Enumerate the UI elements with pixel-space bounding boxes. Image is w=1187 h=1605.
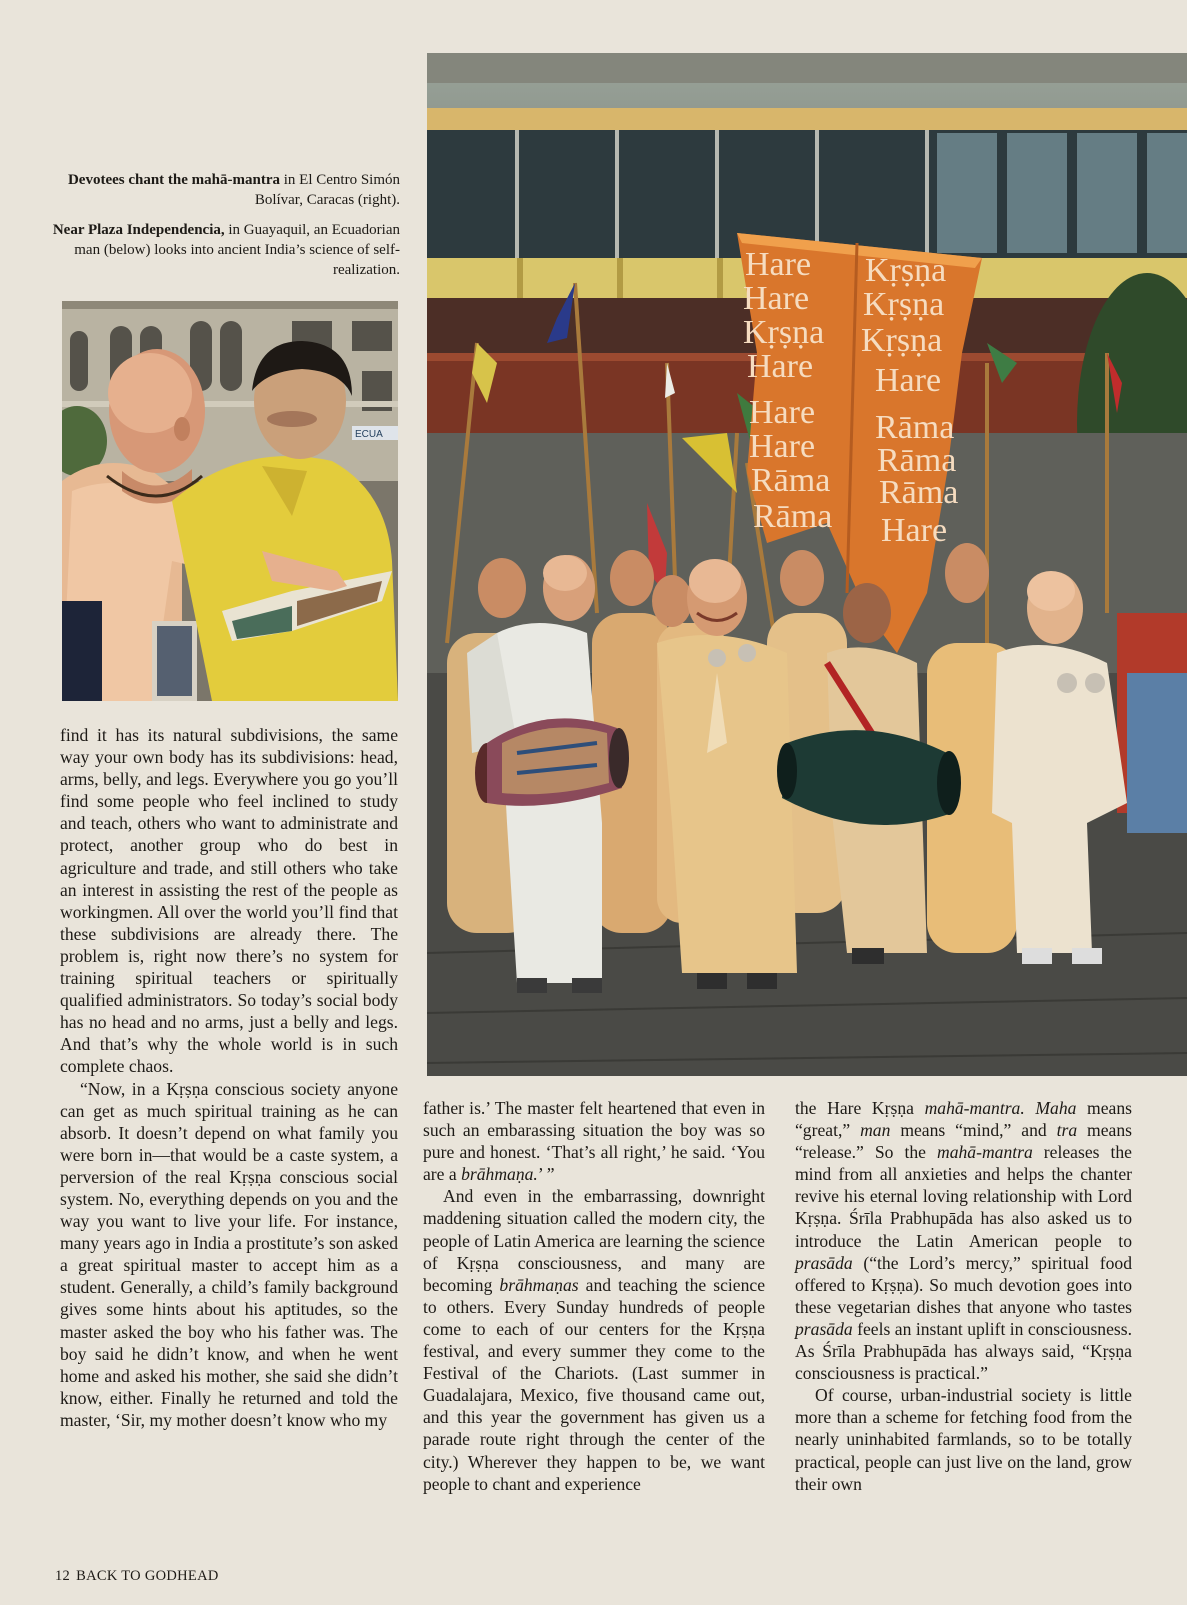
- paragraph: “Now, in a Kṛṣṇa conscious society anyone can get as much spiritual training as he can absorb. It doesn’t depend on what family you were born in—that would be a caste system, a perversion of the real Kṛṣṇa conscious social system. No, everything depends on you and the way you want to live your life. For instance, many years ago in India a prostitute’s son asked a great spiritual master to accept him as a student. Generally, a child’s family background gives some hints about his aptitudes, so the master asked the boy who his father was. The boy said he didn’t know, and when he went home and asked his mother, she said she didn’t know, either. Finally he returned and told the master, ‘Sir, my mother doesn’t know who my: [60, 1078, 398, 1430]
- svg-text:Rāma: Rāma: [753, 498, 833, 535]
- page-footer: [55, 1568, 219, 1585]
- svg-text:Kṛṣṇa: Kṛṣṇa: [865, 252, 947, 289]
- page-number: 12: [55, 1568, 71, 1584]
- svg-text:Hare: Hare: [743, 280, 810, 317]
- paragraph: find it has its natural subdivisions, the same way your own body has its subdivisions: head, arms, belly, and legs. Everywhere you go you’ll find some people who feel inclined to study and teach, others who want to administrate and protect, another group who do best in agriculture and trade, and still others who take an interest in assisting the rest of the people as workingmen. All over the world you’ll find that these subdivisions are already there. The problem is, right now there’s no system for training spiritual teachers or spiritually qualified administrators. So today’s social body has no head and no arms, just a belly and legs. And that’s why the whole world is in such complete chaos.: [60, 725, 398, 1077]
- svg-text:Hare: Hare: [747, 348, 814, 385]
- street-sign-text: ECUA: [355, 429, 383, 440]
- svg-text:Hare: Hare: [749, 394, 816, 431]
- svg-text:Kṛṣṇa: Kṛṣṇa: [863, 286, 945, 323]
- paragraph: And even in the embarrassing, downright maddening situation called the modern city, the people of Latin America are learning the science of Kṛṣṇa consciousness, and many are becoming brāhmaṇas and teaching the science to others. Every Sunday hundreds of people come to each of our centers for the Kṛṣṇa festival, and every summer they come to the Festival of the Chariots. (Last summer in Guadalajara, Mexico, five thousand came out, and this year the government has given us a parade route right through the center of the city.) Wherever they happen to be, we want people to chant and experience: [423, 1186, 765, 1494]
- paragraph: Of course, urban-industrial society is little more than a scheme for fetching food from the nearly uninhabited farmlands, so to be totally practical, people can just live on the land, grow their own: [795, 1385, 1132, 1494]
- paragraph: father is.’ The master felt heartened that even in such an embarassing situation the boy was so pure and honest. ‘That’s all right,’ he said. ‘You are a brāhmaṇa.’ ”: [423, 1098, 765, 1185]
- svg-text:Rāma: Rāma: [751, 462, 831, 499]
- article-column-1: [60, 724, 398, 1431]
- photo-guayaquil: [62, 301, 398, 701]
- magazine-name: BACK TO GODHEAD: [76, 1568, 219, 1584]
- caption-guayaquil: Near Plaza Independencia, in Guayaquil, an Ecuadorian man (below) looks into ancient India’s science of self-realization.: [52, 222, 400, 278]
- article-column-3: [795, 1097, 1132, 1495]
- svg-text:Hare: Hare: [875, 362, 942, 399]
- svg-text:Rāma: Rāma: [879, 474, 959, 511]
- photo-caracas-procession: [427, 53, 1187, 1076]
- svg-text:Hare: Hare: [881, 512, 948, 549]
- svg-text:Hare: Hare: [749, 428, 816, 465]
- photo-captions: [40, 170, 400, 290]
- svg-text:Rāma: Rāma: [877, 442, 957, 479]
- caption-caracas: Devotees chant the mahā-mantra in El Centro Simón Bolívar, Caracas (right).: [67, 172, 400, 208]
- article-column-2: [423, 1097, 765, 1495]
- paragraph: the Hare Kṛṣṇa mahā-mantra. Maha means “great,” man means “mind,” and tra means “release.” So the mahā-mantra releases the mind from all anxieties and helps the chanter revive his eternal loving relationship with Lord Kṛṣṇa. Śrīla Prabhupāda has also asked us to introduce the Latin American people to prasāda (“the Lord’s mercy,” spiritual food offered to Kṛṣṇa). So much devotion goes into these vegetarian dishes that anyone who tastes prasāda feels an instant uplift in consciousness. As Śrīla Prabhupāda has always said, “Kṛṣṇa consciousness is practical.”: [795, 1098, 1132, 1384]
- svg-text:Kṛṣṇa: Kṛṣṇa: [861, 322, 943, 359]
- svg-text:Rāma: Rāma: [875, 409, 955, 446]
- svg-text:Kṛṣṇa: Kṛṣṇa: [743, 314, 825, 351]
- svg-text:Hare: Hare: [745, 246, 812, 283]
